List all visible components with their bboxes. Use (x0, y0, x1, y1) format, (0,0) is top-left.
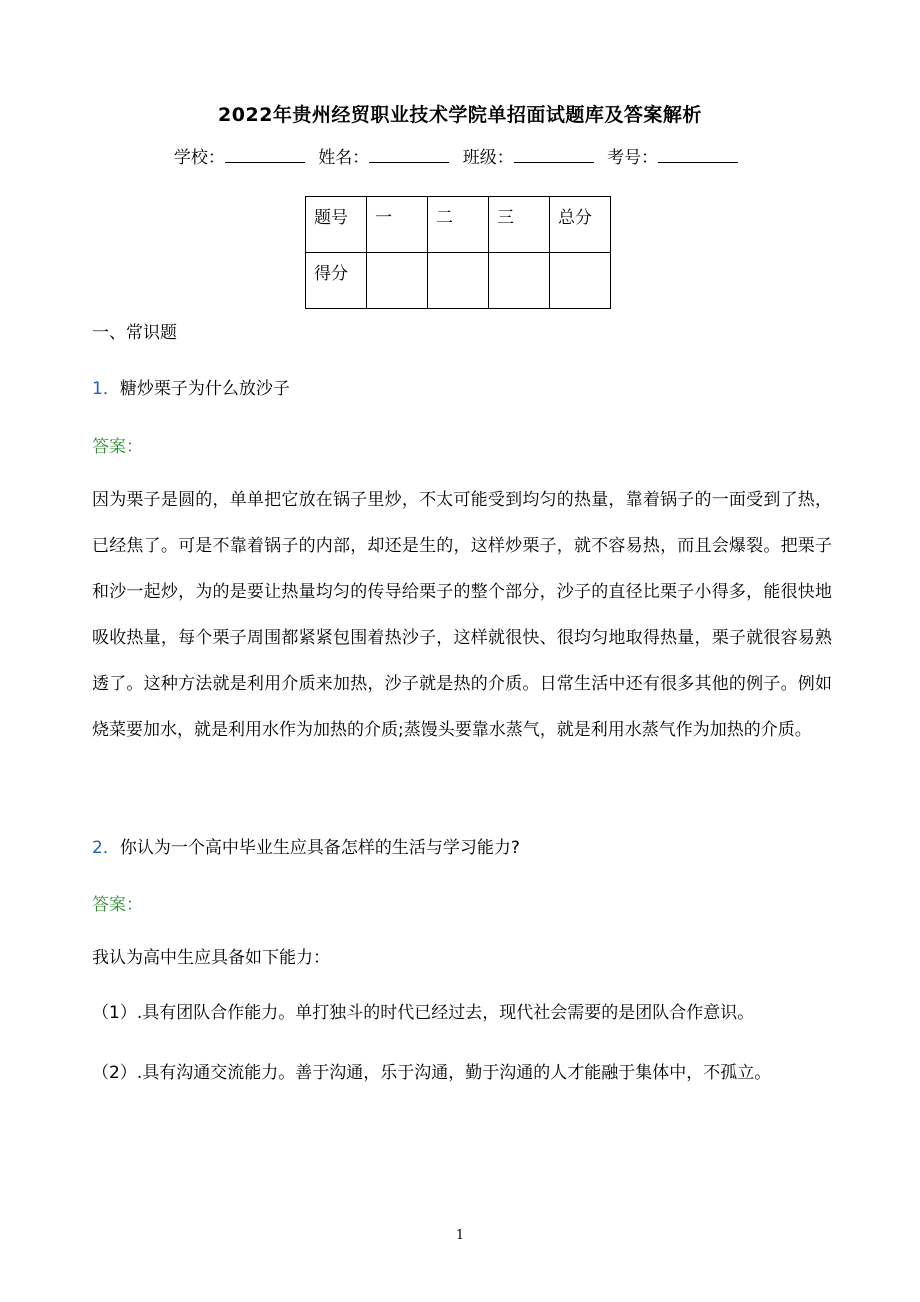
answer-paragraph: 我认为高中生应具备如下能力： (92, 948, 330, 968)
question-1 (92, 374, 290, 399)
score-table-score-row (306, 253, 611, 309)
score-cell[interactable] (367, 253, 428, 309)
answer-label: 答案： (92, 895, 143, 915)
score-cell[interactable] (489, 253, 550, 309)
score-table-header-cell: 总分 (550, 197, 611, 253)
score-table-header-cell: 题号 (306, 197, 367, 253)
document-title: 2022年贵州经贸职业技术学院单招面试题库及答案解析 (218, 104, 702, 126)
name-blank[interactable] (369, 147, 449, 163)
score-table (305, 196, 611, 309)
question-text: 糖炒栗子为什么放沙子 (119, 379, 290, 399)
score-table-header-cell: 一 (367, 197, 428, 253)
answer-paragraph: （2）.具有沟通交流能力。善于沟通，乐于沟通，勤于沟通的人才能融于集体中，不孤立。 (92, 1063, 772, 1083)
score-cell[interactable] (550, 253, 611, 309)
score-table-header-cell: 三 (489, 197, 550, 253)
score-row-label: 得分 (306, 253, 367, 309)
answer-label: 答案： (92, 437, 143, 457)
section-title: 一、常识题 (92, 323, 177, 343)
question-number: 1． (92, 379, 120, 399)
answer-paragraph: （1）.具有团队合作能力。单打独斗的时代已经过去，现代社会需要的是团队合作意识。 (92, 1003, 755, 1023)
name-label: 姓名： (318, 148, 370, 168)
class-blank[interactable] (514, 147, 594, 163)
school-blank[interactable] (225, 147, 305, 163)
school-label: 学校： (173, 148, 225, 168)
question-number: 2． (92, 838, 120, 858)
exam-number-blank[interactable] (658, 147, 738, 163)
score-cell[interactable] (428, 253, 489, 309)
score-table-header-cell: 二 (428, 197, 489, 253)
question-2 (92, 833, 520, 858)
score-table-header-row (306, 197, 611, 253)
answer-paragraph: 因为栗子是圆的，单单把它放在锅子里炒，不太可能受到均匀的热量，靠着锅子的一面受到了热，已经焦了。可是不靠着锅子的内部，却还是生的，这样炒栗子，就不容易热，而且会爆裂。把栗子和沙一起炒，为的是要让热量均匀的传导给栗子的整个部分，沙子的直径比栗子小得多，能很快地吸收热量，每个栗子周围都紧紧包围着热沙子，这样就很快、很均匀地取得热量，栗子就很容易熟透了。这种方法就是利用介质来加热，沙子就是热的介质。日常生活中还有很多其他的例子。例如烧菜要加水，就是利用水作为加热的介质;蒸馒头要靠水蒸气，就是利用水蒸气作为加热的介质。 (92, 490, 832, 740)
exam-number-label: 考号： (607, 148, 659, 168)
student-info-line (0, 143, 920, 168)
class-label: 班级： (462, 148, 514, 168)
page-number: 1 (455, 1228, 465, 1243)
question-text: 你认为一个高中毕业生应具备怎样的生活与学习能力? (119, 838, 520, 858)
